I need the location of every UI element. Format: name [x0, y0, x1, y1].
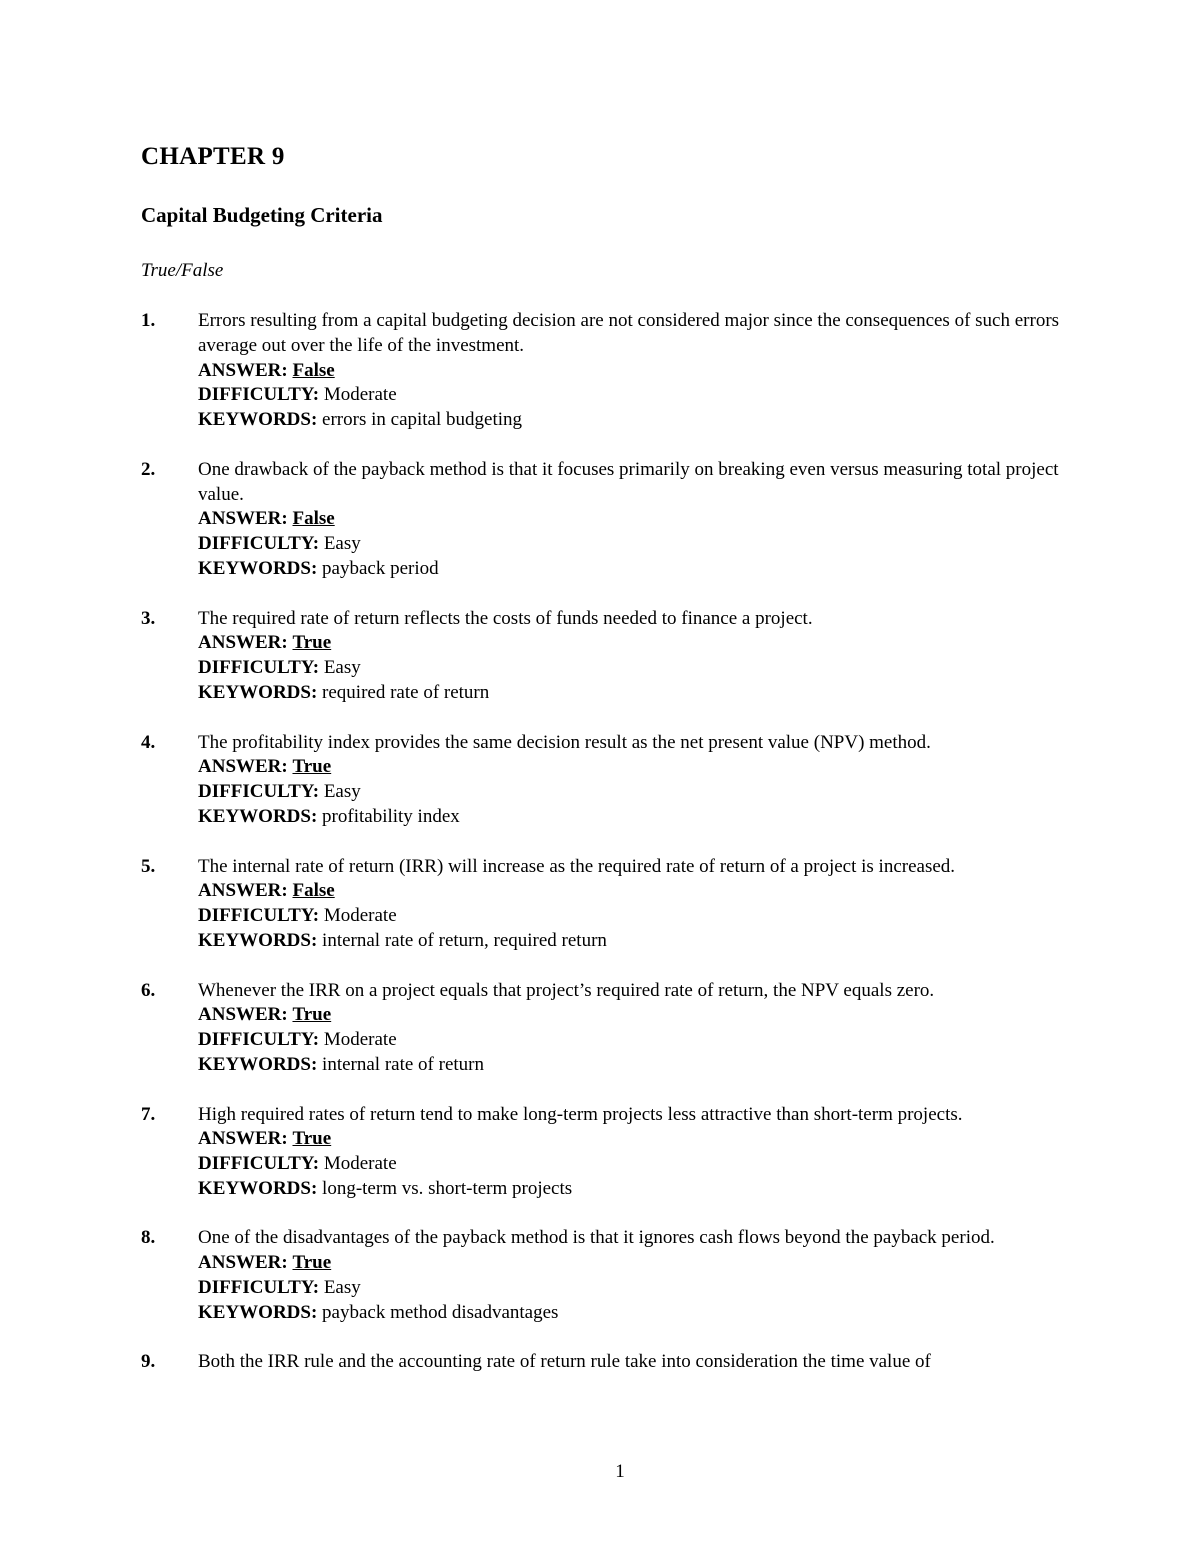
answer-line [198, 631, 1101, 656]
answer-value: True [292, 1004, 332, 1026]
question-text: One drawback of the payback method is that it focuses primarily on breaking even versus measuring total project value. [198, 458, 1059, 505]
keywords-line [198, 557, 1101, 582]
chapter-title: CHAPTER 9 [141, 143, 285, 170]
keywords-line [198, 929, 1101, 954]
question-item [141, 309, 1101, 433]
question-item [141, 1103, 1101, 1202]
difficulty-label: DIFFICULTY: [198, 1153, 320, 1175]
keywords-value: internal rate of return, required return [322, 929, 607, 951]
keywords-label: KEYWORDS: [198, 681, 318, 703]
question-number: 4. [141, 731, 156, 753]
keywords-line [198, 1053, 1101, 1078]
difficulty-value: Moderate [323, 1029, 397, 1051]
difficulty-line [198, 904, 1101, 929]
question-item [141, 607, 1101, 706]
question-item [141, 458, 1101, 582]
difficulty-value: Easy [323, 533, 361, 555]
answer-label: ANSWER: [198, 632, 288, 654]
answer-value: False [292, 880, 335, 902]
question-number: 8. [141, 1227, 156, 1249]
keywords-value: errors in capital budgeting [322, 409, 523, 431]
answer-value: True [292, 1128, 332, 1150]
keywords-label: KEYWORDS: [198, 1177, 318, 1199]
difficulty-line [198, 656, 1101, 681]
keywords-label: KEYWORDS: [198, 929, 318, 951]
keywords-label: KEYWORDS: [198, 409, 318, 431]
question-number: 9. [141, 1351, 156, 1373]
difficulty-label: DIFFICULTY: [198, 657, 320, 679]
question-number: 3. [141, 607, 156, 629]
question-item [141, 979, 1101, 1078]
question-item [141, 731, 1101, 830]
keywords-value: required rate of return [322, 681, 490, 703]
difficulty-value: Moderate [323, 1153, 397, 1175]
question-text: The internal rate of return (IRR) will increase as the required rate of return of a project is increased. [198, 855, 956, 877]
keywords-line [198, 1301, 1101, 1326]
difficulty-line [198, 532, 1101, 557]
keywords-label: KEYWORDS: [198, 805, 318, 827]
keywords-value: long-term vs. short-term projects [322, 1177, 573, 1199]
answer-value: True [292, 1252, 332, 1274]
answer-label: ANSWER: [198, 1252, 288, 1274]
question-item [141, 1350, 1101, 1375]
keywords-line [198, 805, 1101, 830]
keywords-value: payback period [322, 557, 439, 579]
question-text: High required rates of return tend to make long-term projects less attractive than short-term projects. [198, 1103, 963, 1125]
keywords-value: payback method disadvantages [322, 1301, 559, 1323]
difficulty-line [198, 1276, 1101, 1301]
answer-line [198, 879, 1101, 904]
answer-value: True [292, 632, 332, 654]
difficulty-line [198, 780, 1101, 805]
question-item [141, 1226, 1101, 1325]
difficulty-line [198, 1028, 1101, 1053]
question-number: 2. [141, 458, 156, 480]
answer-value: False [292, 508, 335, 530]
difficulty-label: DIFFICULTY: [198, 1029, 320, 1051]
question-item [141, 855, 1101, 954]
page-number: 1 [615, 1461, 625, 1482]
keywords-label: KEYWORDS: [198, 1301, 318, 1323]
chapter-subtitle: Capital Budgeting Criteria [141, 203, 383, 227]
difficulty-line [198, 1152, 1101, 1177]
answer-label: ANSWER: [198, 508, 288, 530]
answer-label: ANSWER: [198, 1004, 288, 1026]
answer-label: ANSWER: [198, 359, 288, 381]
difficulty-label: DIFFICULTY: [198, 905, 320, 927]
question-text: Errors resulting from a capital budgeting decision are not considered major since the consequences of such errors average out over the life of the investment. [198, 310, 1060, 356]
difficulty-value: Moderate [323, 905, 397, 927]
difficulty-label: DIFFICULTY: [198, 533, 320, 555]
question-text: The profitability index provides the same decision result as the net present value (NPV) method. [198, 731, 931, 753]
question-list [141, 309, 1101, 1400]
keywords-line [198, 681, 1101, 706]
section-heading: True/False [141, 260, 224, 281]
answer-line [198, 359, 1101, 384]
difficulty-value: Easy [323, 657, 361, 679]
difficulty-label: DIFFICULTY: [198, 384, 320, 406]
keywords-line [198, 408, 1101, 433]
keywords-label: KEYWORDS: [198, 557, 318, 579]
answer-line [198, 507, 1101, 532]
question-text: One of the disadvantages of the payback method is that it ignores cash flows beyond the payback period. [198, 1227, 995, 1249]
question-text: Whenever the IRR on a project equals that project’s required rate of return, the NPV equals zero. [198, 979, 935, 1001]
keywords-line [198, 1177, 1101, 1202]
question-number: 7. [141, 1103, 156, 1125]
difficulty-value: Easy [323, 1277, 361, 1299]
question-number: 6. [141, 979, 156, 1001]
question-text: The required rate of return reflects the costs of funds needed to finance a project. [198, 607, 813, 629]
question-number: 5. [141, 855, 156, 877]
answer-value: False [292, 359, 335, 381]
answer-label: ANSWER: [198, 756, 288, 778]
answer-line [198, 755, 1101, 780]
answer-value: True [292, 756, 332, 778]
answer-label: ANSWER: [198, 1128, 288, 1150]
keywords-value: internal rate of return [322, 1053, 484, 1075]
question-text: Both the IRR rule and the accounting rate of return rule take into consideration the time value of [198, 1351, 931, 1373]
difficulty-line [198, 383, 1101, 408]
question-number: 1. [141, 310, 156, 331]
difficulty-label: DIFFICULTY: [198, 1277, 320, 1299]
answer-line [198, 1003, 1101, 1028]
difficulty-value: Easy [323, 781, 361, 803]
difficulty-label: DIFFICULTY: [198, 781, 320, 803]
answer-line [198, 1251, 1101, 1276]
answer-label: ANSWER: [198, 880, 288, 902]
keywords-value: profitability index [322, 805, 460, 827]
difficulty-value: Moderate [323, 384, 397, 406]
keywords-label: KEYWORDS: [198, 1053, 318, 1075]
answer-line [198, 1127, 1101, 1152]
